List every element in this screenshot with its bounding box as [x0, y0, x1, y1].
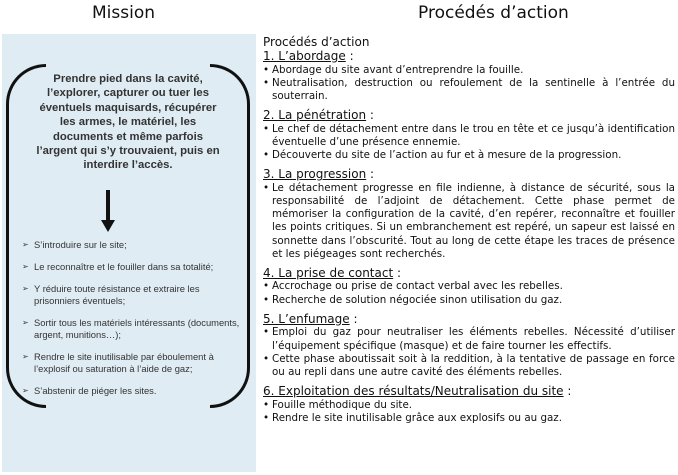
- section-heading: [263, 312, 675, 327]
- mission-panel: [2, 34, 256, 472]
- section-title-suffix: :: [563, 384, 572, 399]
- mission-title: Mission: [92, 3, 156, 23]
- section-item: • Neutralisation, destruction ou refoulement de la sentinelle à l’entrée du souterrain.: [263, 77, 675, 103]
- section-item-list: [263, 182, 675, 261]
- section-title-suffix: :: [393, 265, 402, 280]
- section-heading: [263, 266, 675, 281]
- mission-bullet-text: S’abstenir de piéger les sites.: [34, 384, 157, 396]
- mission-statement: Prendre pied dans la cavité, l’explorer, capturer ou tuer les éventuels maquisards, récupérer les armes, le matériel, les documents et même parfois l’argent qui s’y trouvaient, puis en interdire l’accès.: [36, 73, 220, 172]
- section-heading: [263, 167, 675, 182]
- section-item-list: [263, 123, 675, 163]
- mission-bullet-text: Le reconnaître et le fouiller dans sa totalité;: [34, 260, 214, 272]
- section-item: • Abordage du site avant d’entreprendre la fouille.: [263, 64, 675, 77]
- mission-bullet-text: Rendre le site inutilisable par éboulement à l’explosif ou saturation à l’aide de gaz;: [34, 350, 214, 374]
- procedes-title: Procédés d’action: [418, 3, 569, 23]
- mission-bullet: [22, 385, 246, 397]
- section-title: 1. L’abordage: [263, 49, 346, 63]
- mission-bullet: [22, 239, 246, 251]
- mission-bullet: [22, 283, 246, 307]
- mission-bullet-list: [22, 239, 246, 406]
- section-title-suffix: :: [349, 311, 358, 326]
- section-title: 2. La pénétration: [263, 108, 367, 123]
- section-heading: [263, 49, 675, 64]
- procedure-section: [263, 108, 675, 162]
- arrow-bullet-icon: ➢: [22, 385, 29, 395]
- mission-bullet: [22, 351, 246, 375]
- section-item-list: [263, 399, 675, 425]
- section-heading: [263, 108, 675, 123]
- section-item: • Découverte du site de l’action au fur et à mesure de la progression.: [263, 149, 675, 162]
- section-item: • Le détachement progresse en file indienne, à distance de sécurité, sous la responsabilité de l’adjoint de détachement. Cette phase permet de mémoriser la configuration de la cavité, d’en repérer, reconnaître et fouiller les points critiques. Si un embranchement est repéré, un sapeur est laissé en sonnette dans l’obscurité. Tout au long de cette étape les traces de présence et les piégeages sont recherchés.: [263, 182, 675, 261]
- section-item: • Emploi du gaz pour neutraliser les éléments rebelles. Nécessité d’utiliser l’équipement spécifique (masque) et de faire tourner les effectifs.: [263, 326, 675, 352]
- section-item: • Accrochage ou prise de contact verbal avec les rebelles.: [263, 280, 675, 293]
- arrow-bullet-icon: ➢: [22, 317, 29, 327]
- arrow-bullet-icon: ➢: [22, 261, 29, 271]
- section-item: • Rendre le site inutilisable grâce aux explosifs ou au gaz.: [263, 412, 675, 425]
- mission-bullet-text: Sortir tous les matériels intéressants (documents, argent, munitions…);: [34, 316, 240, 340]
- section-item: • Fouille méthodique du site.: [263, 399, 675, 412]
- mission-bullet-text: Y réduire toute résistance et extraire les prisonniers éventuels;: [34, 282, 200, 306]
- mission-bullet: [22, 317, 246, 341]
- arrow-bullet-icon: ➢: [22, 351, 29, 361]
- section-item-list: [263, 326, 675, 379]
- procedes-intro: Procédés d’action: [263, 35, 370, 49]
- section-item-list: [263, 280, 675, 306]
- mission-bullet-text: S’introduire sur le site;: [34, 239, 127, 250]
- section-heading: [263, 384, 675, 399]
- section-item: • Cette phase aboutissait soit à la reddition, à la tentative de passage en force ou au repli dans une autre cavité des éléments rebelles.: [263, 353, 675, 379]
- arrow-bullet-icon: ➢: [22, 283, 29, 293]
- procedure-section: [263, 312, 675, 379]
- section-title-suffix: :: [345, 49, 354, 63]
- procedes-column: [263, 35, 675, 425]
- arrow-bullet-icon: ➢: [22, 240, 29, 249]
- section-title: 3. La progression: [263, 167, 367, 182]
- section-title: 6. Exploitation des résultats/Neutralisation du site: [263, 384, 564, 399]
- procedure-section: [263, 167, 675, 261]
- procedure-section: [263, 49, 675, 103]
- section-title-suffix: :: [366, 167, 375, 182]
- section-item: • Recherche de solution négociée sinon utilisation du gaz.: [263, 294, 675, 307]
- section-item-list: [263, 64, 675, 104]
- section-title: 4. La prise de contact: [263, 265, 394, 280]
- section-item: • Le chef de détachement entre dans le trou en tête et ce jusqu’à identification éventuelle d’une présence ennemie.: [263, 123, 675, 149]
- procedure-section: [263, 384, 675, 425]
- procedure-section: [263, 266, 675, 307]
- section-title-suffix: :: [366, 108, 374, 123]
- down-arrow-icon: [100, 190, 116, 232]
- section-title: 5. L’enfumage: [263, 311, 350, 326]
- mission-bullet: [22, 261, 246, 273]
